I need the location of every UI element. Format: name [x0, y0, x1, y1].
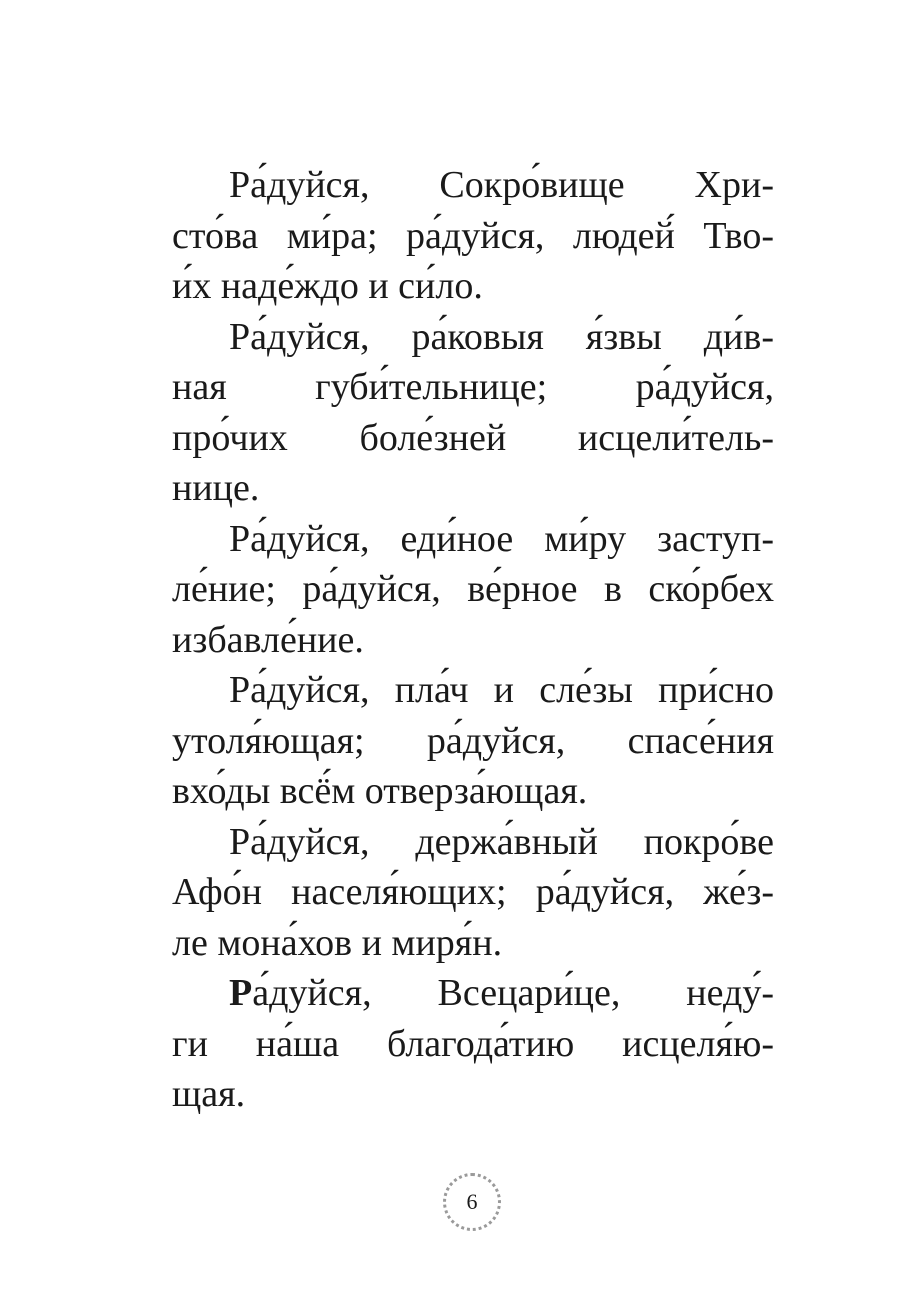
text-line: избавле́ние.	[172, 618, 364, 661]
text-line: ле́ние; ра́дуйся, ве́рное в ско́рбех	[172, 568, 774, 610]
text-line: Ра́дуйся, ра́ковыя я́звы ди́в-	[229, 315, 774, 358]
text-line: Ра́дуйся, держа́вный покро́ве	[229, 820, 774, 863]
paragraph-6	[172, 968, 774, 1120]
paragraph-2	[172, 312, 774, 514]
paragraph-5	[172, 817, 774, 969]
paragraph-1	[172, 160, 774, 312]
text-line: Ра́дуйся, еди́ное ми́ру заступ-	[229, 517, 774, 560]
paragraph-3	[172, 514, 774, 666]
text-line: нице.	[172, 467, 260, 509]
page-body-text	[172, 160, 774, 1120]
text-line: ная губи́тельнице; ра́дуйся,	[172, 366, 774, 408]
text-line: Афо́н населя́ющих; ра́дуйся, же́з-	[172, 871, 774, 913]
text-line: ги на́ша благода́тию исцеля́ю-	[172, 1022, 774, 1065]
text-line: Ра́дуйся, Сокро́вище Хри-	[229, 164, 774, 206]
text-line: Ра́дуйся, пла́ч и сле́зы при́сно	[229, 669, 774, 711]
text-line: про́чих боле́зней исцели́тель-	[172, 416, 774, 459]
page-number-badge	[443, 1173, 501, 1231]
paragraph-4	[172, 665, 774, 817]
text-line: сто́ва ми́ра; ра́дуйся, людей́ Тво-	[172, 214, 774, 257]
text-line	[172, 968, 774, 1019]
text-line-rest: а́дуйся, Всецари́це, неду́-	[252, 972, 774, 1014]
text-line: вхо́ды всё́м отверза́ющая.	[172, 770, 588, 812]
bold-initial: Р	[229, 972, 253, 1014]
text-line: ле мона́хов и миря́н.	[172, 921, 503, 964]
text-line: щая.	[172, 1073, 246, 1115]
text-line: утоля́ющая; ра́дуйся, спасе́ния	[172, 719, 774, 762]
text-line: и́х наде́ждо и си́ло.	[172, 265, 483, 307]
page-number: 6	[466, 1189, 478, 1214]
